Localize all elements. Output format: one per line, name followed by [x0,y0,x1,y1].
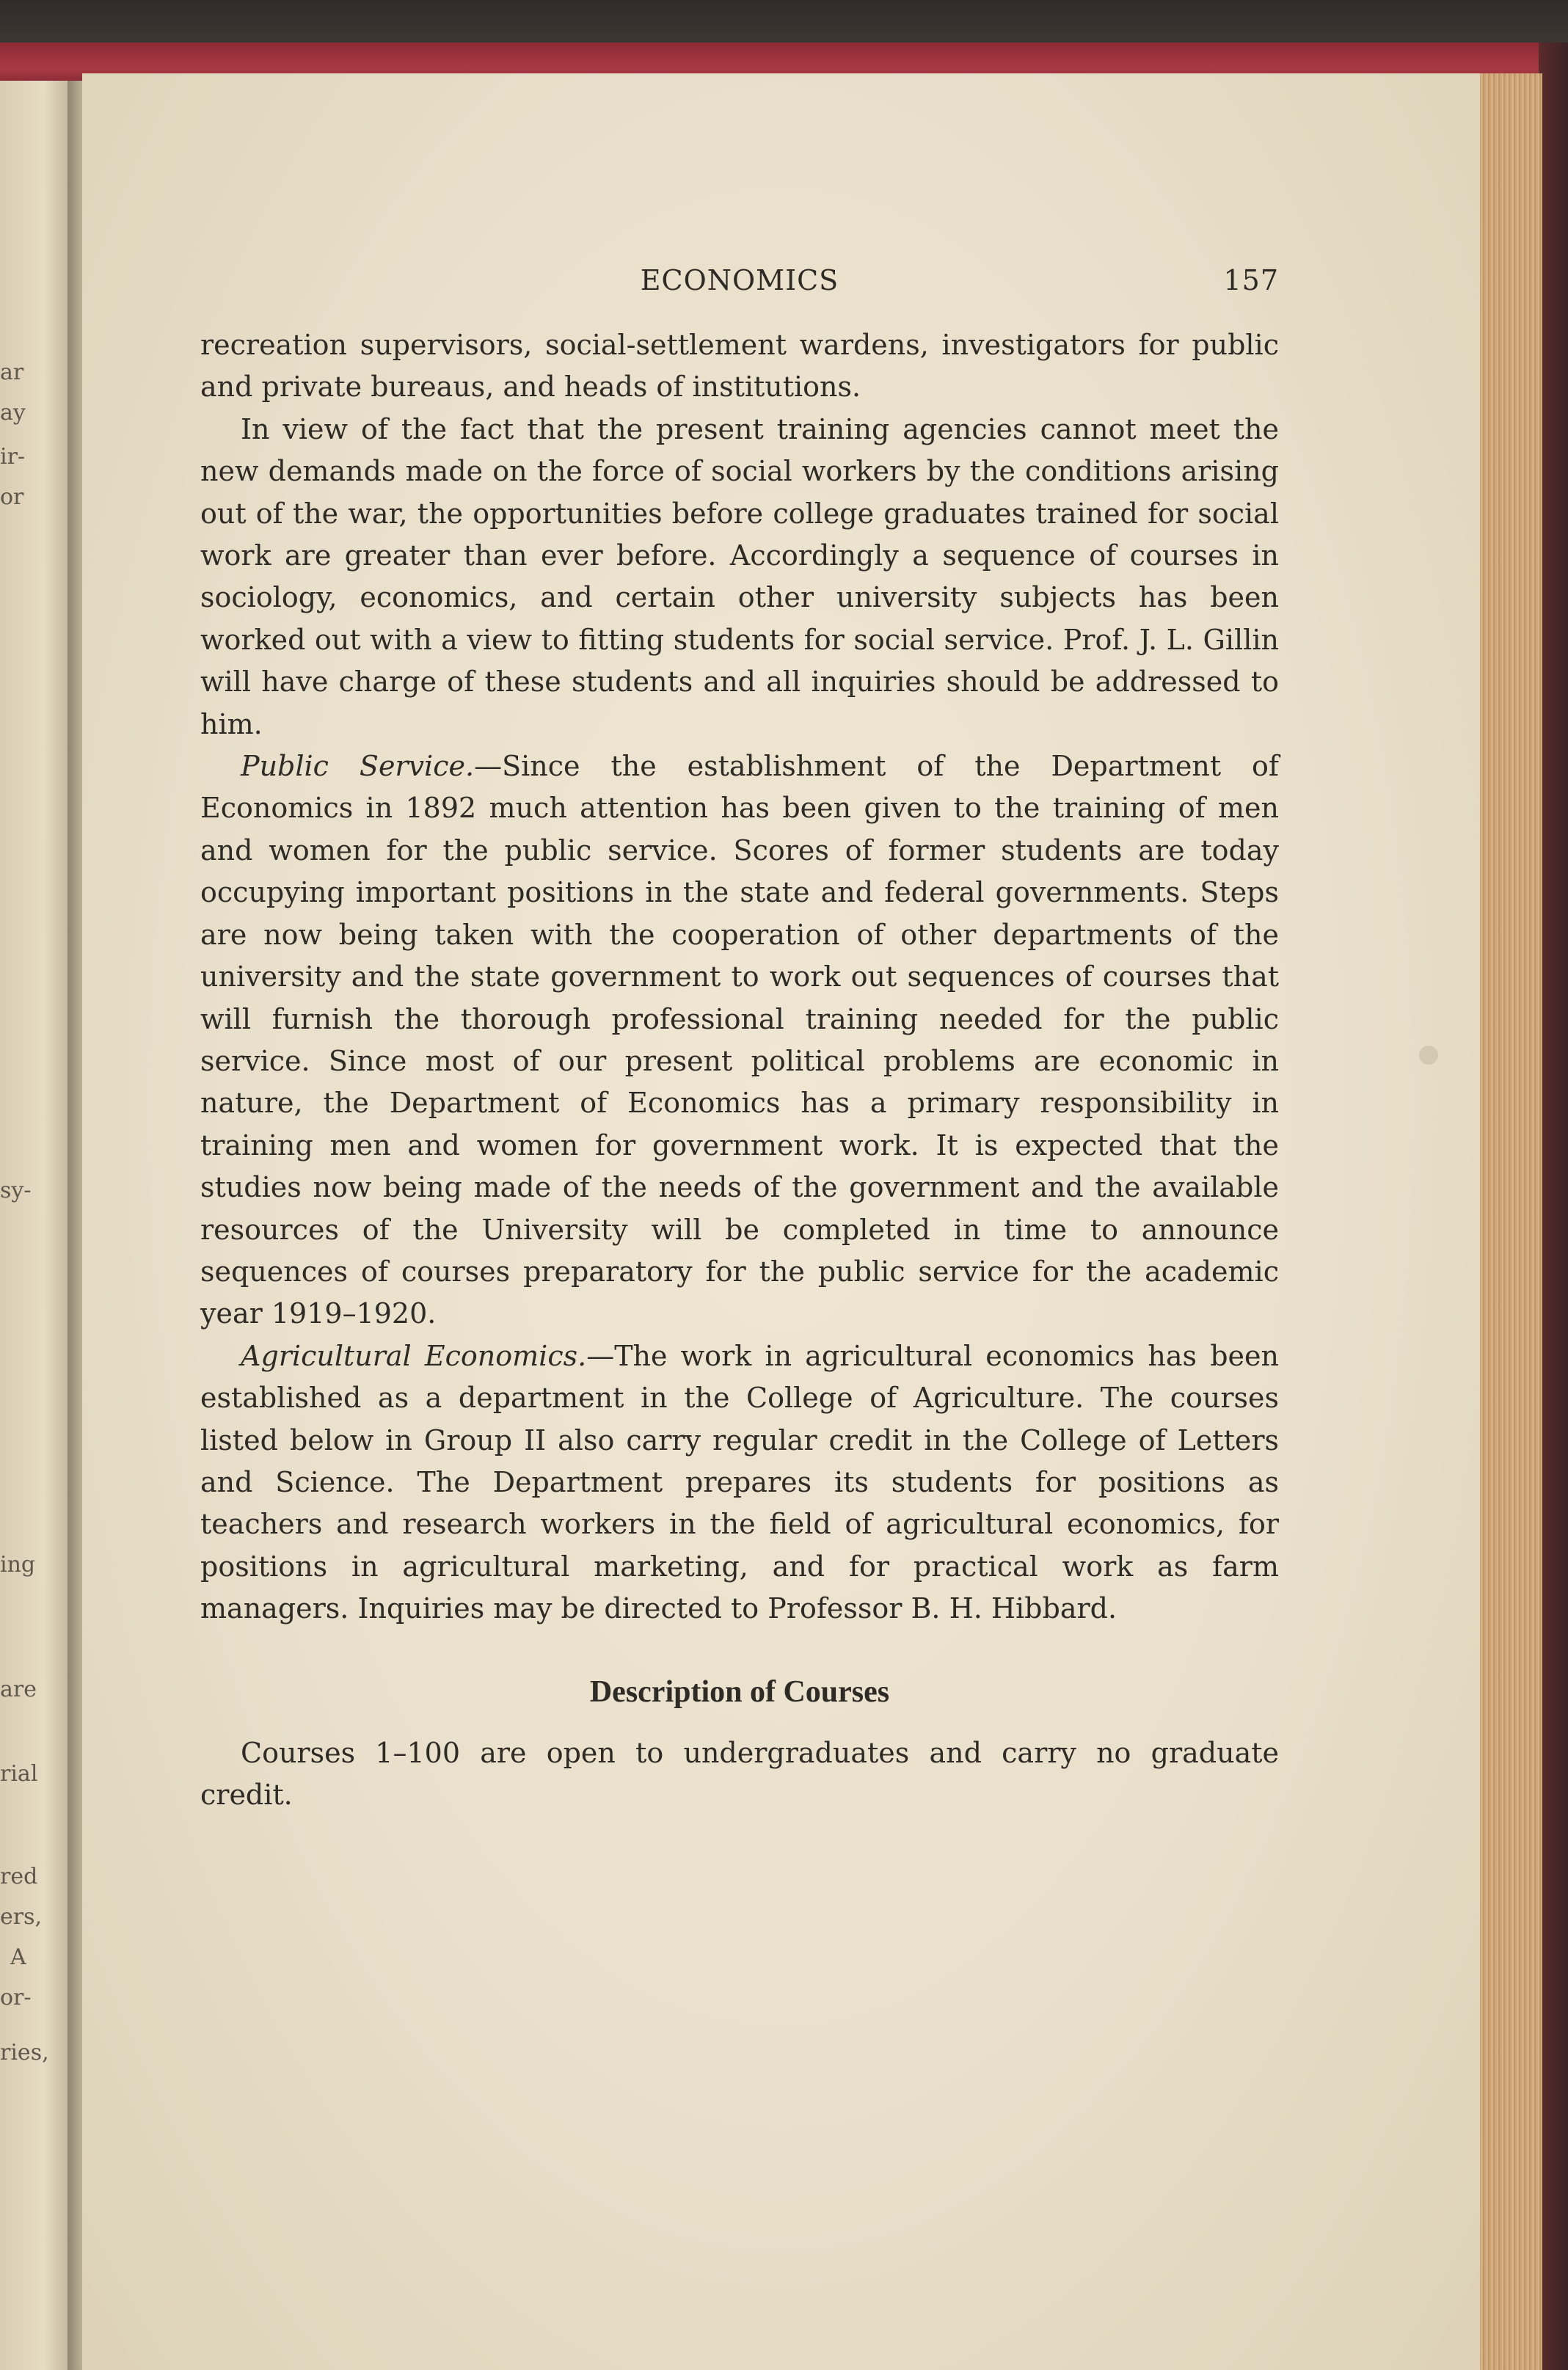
facing-page-fragment: ir- [0,444,26,470]
facing-page-fragment: ar [0,360,24,385]
facing-page-fragment: ay [0,400,26,426]
paragraph-agricultural-economics [200,1335,1279,1630]
scanner-background [0,0,1568,44]
facing-page-fragment: are [0,1677,37,1702]
facing-page-fragment: or [0,484,24,510]
facing-page-fragment: ries, [0,2040,49,2065]
paragraph-social-work: In view of the fact that the present training agencies cannot meet the new demands made on the force of social workers by the conditions arising out of the war, the opportunities before college graduates trained for social work are greater than ever before. Accordingly a sequence of courses in sociology, economics, and certain other university subjects has been worked out with a view to fitting students for social service. Prof. J. L. Gillin will have charge of these students and all inquiries should be addressed to him. [200,412,1279,740]
paragraph-public-service-text: —Since the establishment of the Department of Economics in 1892 much attention has been given to the training of men and women for the public service. Scores of former students are today occupying important positions in the state and federal governments. Steps are now being taken with the cooperation of other departments of the university and the state government to work out sequences of courses that will furnish the thorough professional training needed for the public service. Since most of our present political problems are economic in nature, the Department of Economics has a primary responsibility in training men and women for government work. It is expected that the studies now being made of the needs of the government and the available resources of the University will be completed in time to announce sequences of courses preparatory for the public service for the academic year 1919–1920. [200,750,1279,1330]
running-head [200,264,1279,308]
paragraph-courses-note: Courses 1–100 are open to undergraduates and carry no graduate credit. [200,1737,1279,1812]
facing-page-fragment: red [0,1864,38,1889]
book-cover-edge-right [1539,43,1568,2370]
facing-page-fragment: sy- [0,1178,32,1203]
run-in-heading-public-service: Public Service. [241,750,475,783]
run-in-heading-agricultural-economics: Agricultural Economics. [241,1339,587,1372]
facing-page-text-fragments [0,81,73,2370]
paper-spot [1419,1046,1438,1065]
paragraph-agricultural-economics-text: —The work in agricultural economics has been established as a department in the College of Agriculture. The courses listed below in Group II also carry regular credit in the College of Letters and Science. The Department prepares its students for positions as teachers and research workers in the field of agricultural economics, for positions in agricultural marketing, and for practical work as farm managers. Inquiries may be directed to Professor B. H. Hibbard. [200,1339,1280,1625]
page-content [200,264,1279,1817]
paragraph-public-service [200,745,1279,1335]
facing-page-fragment: ing [0,1552,36,1578]
body-text [200,324,1279,1817]
facing-page-fragment: rial [0,1761,38,1787]
page-number: 157 [1223,264,1279,296]
facing-page-fragment: or- [0,1985,32,2010]
page-edges [1480,73,1542,2370]
paragraph-continued: recreation supervisors, social-settlement wardens, investigators for public and private bureaus, and heads of institutions. [200,329,1279,404]
running-head-title: ECONOMICS [640,264,839,296]
facing-page-fragment: A [10,1944,26,1970]
section-heading: Description of Courses [589,1674,890,1709]
facing-page-fragment: ers, [0,1904,43,1930]
facing-page-edge [0,81,73,2370]
